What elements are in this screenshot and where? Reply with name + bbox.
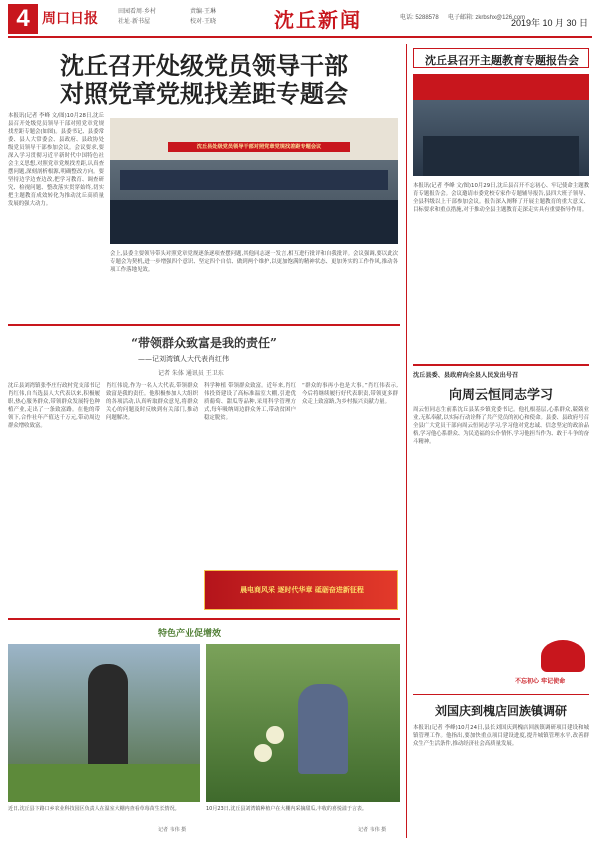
- edition-line-1: 田园看周·乡村: [118, 9, 156, 15]
- right-mid-slogan: 不忘初心 牢记使命: [515, 678, 566, 685]
- right-mid-body: 周云恒同志生前系沈丘县某乡镇党委书记。他扎根基层,心系群众,兢兢业业,无私奉献,以实际行动诠释了共产党员的初心和使命。县委、县政府号召全县广大党员干部向周云恒同志学习,学习他对党忠诚、信念坚定的政治品格,学习他心系群众、为民造福的公仆情怀,学习他担当作为、敢于斗争的奋斗精神。: [413, 407, 589, 445]
- page-number: 4: [8, 4, 38, 34]
- melon-photo: [206, 644, 400, 802]
- right-top-body: 本报讯(记者 李峰 文/图)10月29日,沈丘县召开不忘初心、牢记使命主题教育专题报告会。会议邀请市委党校专家作专题辅导报告,县四大班子领导、全县科级以上干部参加会议。报告深入阐释了开展主题教育的重大意义、目标要求和重点措施,对于推动全县主题教育走深走实具有重要指导作用。: [413, 183, 589, 213]
- feature-title: “带领群众致富是我的责任”: [131, 336, 277, 350]
- main-title-line-1: 沈丘召开处级党员领导干部: [60, 51, 348, 80]
- meeting-banner: 沈丘县处级党员领导干部对照党章党规找差距专题会议: [168, 142, 350, 152]
- photo-caption-right: 10月23日,沈丘县刘湾镇种植户在大棚内采摘甜瓜,丰收的喜悦溢于言表。: [206, 806, 367, 812]
- right-bottom-title: 刘国庆到槐店回族镇调研: [434, 704, 567, 718]
- right-divider: [413, 364, 589, 366]
- right-bottom-body: 本报讯(记者 李峰)10月24日,县长刘国庆到槐店回族镇调研项目建设和城镇管理工作。他指出,要加快重点项目建设进度,提升城镇管理水平,改善群众生产生活条件,推动经济社会高质量发展。: [413, 725, 589, 747]
- edition-line-2: 社址·新书屋: [118, 19, 150, 25]
- page-header: [0, 0, 600, 40]
- main-article-body: 本报讯(记者 李峰 文/图)10月28日,沈丘县召开处级党员领导干部对照党章党规找差距专题会(如图)。县委书记、县委常委、县人大常委会、县政府、县政协处级党员领导干部参加会议。会议要求,要深入学习贯彻习近平新时代中国特色社会主义思想,对照党章党规找差距,认真查摆问题,深刻剖析根源,明确整改方向。要坚持边学边查边改,把学习教育、调查研究、检视问题、整改落实贯穿始终,切实把主题教育成效转化为推动沈丘高质量发展的强大动力。: [8, 113, 104, 207]
- photo-caption-left: 近日,沈丘县卞路口乡农业科技园区负责人在温室大棚内查看草莓苗生长情况。: [8, 806, 180, 812]
- section-title: 沈丘新闻: [274, 8, 362, 32]
- editor-line-1: 责编·王琳: [190, 9, 216, 15]
- editor-line-2: 校对·王晓: [190, 19, 216, 25]
- photo-credit-left: 记者 韦伟 摄: [158, 827, 187, 833]
- feature-column-1: 沈丘县刘湾镇张李庄行政村党支部书记肖红伟,自当选县人大代表以来,积极履职,热心服务群众,带领群众发展特色种植产业,走出了一条致富路。在他的带领下,合作社年产值达千万元,带动周边群众增收致富。: [8, 383, 100, 429]
- photo-section-title: 特色产业促增效: [158, 629, 222, 639]
- report-meeting-photo: [413, 74, 589, 176]
- right-divider-2: [413, 694, 589, 695]
- promo-ad-text: 晨电商风采 逐时代华章 砥砺奋进新征程: [240, 586, 364, 594]
- feature-column-3: 科学种植 带领群众致富。近年来,肖红伟投资建设了高标准温室大棚,引进优质葡萄、甜瓜等品种,采用科学管理方式,每年吸纳周边群众务工,带动贫困户稳定脱贫。: [204, 383, 296, 421]
- right-top-title-box: [413, 48, 589, 68]
- feature-article: [8, 324, 400, 614]
- main-article: [8, 44, 400, 320]
- party-emblem-icon: [541, 640, 585, 672]
- photo-section: [8, 618, 400, 840]
- feature-byline: 记者 朱体 通讯员 王卫东: [158, 370, 224, 377]
- photo-credit-right: 记者 韦伟 摄: [358, 827, 387, 833]
- right-column: [406, 44, 592, 838]
- right-top-title: 沈丘县召开主题教育专题报告会: [425, 54, 579, 67]
- email: 电子邮箱: zkrbshx@126.com: [448, 15, 526, 21]
- feature-column-4: “群众的事再小也是大事。”肖红伟表示,今后将继续履行好代表职责,带领更多群众走上致富路,为乡村振兴贡献力量。: [302, 383, 398, 405]
- main-article-body-2: 会上,县委主要领导带头对照党章党规逐条逐项查摆问题,其他同志逐一发言,相互进行批评和自我批评。会议强调,要以此次专题会为契机,进一步增强四个意识、坚定四个自信、做到两个维护,以更加饱满的精神状态、更加务实的工作作风,推动各项工作落地见效。: [110, 251, 398, 273]
- promo-ad: [204, 570, 398, 610]
- feature-subtitle: ——记刘湾镇人大代表肖红伟: [138, 355, 229, 363]
- main-title-line-2: 对照党章党规找差距专题会: [60, 79, 348, 108]
- meeting-photo: [110, 118, 398, 244]
- phone: 电话: 5288578: [400, 15, 439, 21]
- right-mid-kicker: 沈丘县委、县政府向全县人民发出号召: [413, 372, 519, 379]
- paper-name: 周口日报: [42, 12, 98, 27]
- feature-column-2: 肖红伟说,作为一名人大代表,带领群众致富是我的责任。他积极参加人大组织的各项活动,认真听取群众意见,将群众关心的问题及时反映到有关部门,推动问题解决。: [106, 383, 198, 421]
- right-mid-title: 向周云恒同志学习: [448, 388, 553, 403]
- header-rule: [8, 36, 592, 38]
- issue-date: 2019年 10 月 30 日: [510, 18, 588, 28]
- strawberry-photo: [8, 644, 200, 802]
